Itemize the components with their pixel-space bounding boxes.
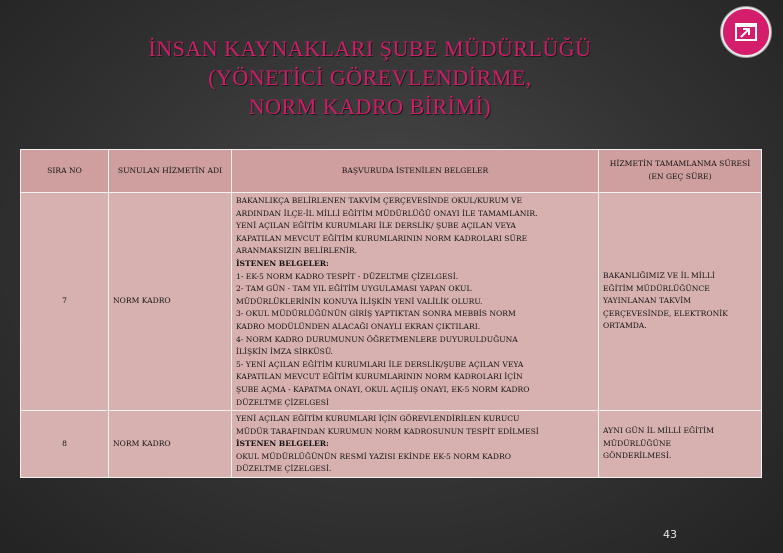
required-documents <box>232 411 598 477</box>
document-line: İSTENEN BELGELER: <box>236 258 329 268</box>
slide-title-line: (YÖNETİCİ GÖREVLENDİRME, <box>208 65 532 90</box>
duration-line: AYNI GÜN İL MİLLİ EĞİTİM <box>603 426 714 436</box>
document-line: YENİ AÇILAN EĞİTİM KURUMLARI İLE DERSLİK/ ŞUBE AÇILAN VEYA <box>236 221 516 231</box>
service-name <box>109 411 231 477</box>
row-number-text: 7 <box>62 296 67 306</box>
document-line: KADRO MODÜLÜNDEN ALACAĞI ONAYLI EKRAN ÇIKTILARI. <box>236 321 481 331</box>
completion-time <box>599 411 761 477</box>
document-line: MÜDÜRLÜKLERİNİN KONUYA İLİŞKİN YENİ VALİLİK OLURU. <box>236 296 483 306</box>
duration-line: BAKANLIĞIMIZ VE İL MİLLİ <box>603 271 715 281</box>
document-line: 5- YENİ AÇILAN EĞİTİM KURUMLARI İLE DERSLİK/ŞUBE AÇILAN VEYA <box>236 359 524 369</box>
document-line: DÜZELTME ÇİZELGESİ <box>236 397 330 407</box>
table-header-row <box>21 150 761 192</box>
document-line: ARDINDAN İLÇE-İL MİLLİ EĞİTİM MÜDÜRLÜĞÜ ONAYI İLE TAMAMLANIR. <box>236 208 538 218</box>
document-line: KAPATILAN MEVCUT EĞİTİM KURUMLARININ NORM KADROLARI SÜRE <box>236 233 528 243</box>
duration-line: YAYINLANAN TAKVİM <box>603 296 692 306</box>
slide-title-line: NORM KADRO BİRİMİ) <box>248 94 492 119</box>
service-name <box>109 193 231 410</box>
table-row <box>21 411 761 477</box>
duration-line: GÖNDERİLMESİ. <box>603 451 672 461</box>
duration-line: EĞİTİM MÜDÜRLÜĞÜNCE <box>603 283 710 293</box>
document-line: MÜDÜR TARAFINDAN KURUMUN NORM KADROSUNUN TESPİT EDİLMESİ <box>236 426 539 436</box>
row-number <box>21 193 108 410</box>
document-line: 4- NORM KADRO DURUMUNUN ÖĞRETMENLERE DUYURULDUĞUNA <box>236 334 518 344</box>
document-line: 3- OKUL MÜDÜRLÜĞÜNÜN GİRİŞ YAPTIKTAN SONRA MEBBİS NORM <box>236 309 516 319</box>
document-line: ARANMAKSIZIN BELİRLENİR. <box>236 246 358 256</box>
service-name-text: NORM KADRO <box>113 296 171 306</box>
row-number-text: 8 <box>62 438 67 448</box>
presentation-exit-button[interactable] <box>721 7 771 57</box>
document-line: KAPATILAN MEVCUT EĞİTİM KURUMLARININ NORM KADROLARI İÇİN <box>236 372 523 382</box>
header-completion-time: HİZMETİN TAMAMLANMA SÜRESİ (EN GEÇ SÜRE) <box>599 150 761 192</box>
document-line: OKUL MÜDÜRLÜĞÜNÜN RESMİ YAZISI EKİNDE EK-5 NORM KADRO <box>236 451 511 461</box>
header-sira-no: SIRA NO <box>21 150 108 192</box>
service-name-text: NORM KADRO <box>113 438 171 448</box>
duration-line: ÇERÇEVESİNDE, ELEKTRONİK <box>603 308 728 318</box>
document-line: 1- EK-5 NORM KADRO TESPİT - DÜZELTME ÇİZELGESİ. <box>236 271 459 281</box>
slide-title-line: İNSAN KAYNAKLARI ŞUBE MÜDÜRLÜĞÜ <box>148 36 592 61</box>
slide-title <box>110 34 630 121</box>
page-number: 43 <box>663 528 677 541</box>
presentation-exit-icon <box>733 19 759 45</box>
duration-line: ORTAMDA. <box>603 321 647 331</box>
document-line: İSTENEN BELGELER: <box>236 439 329 449</box>
services-table <box>20 149 762 478</box>
header-required-documents: BAŞVURUDA İSTENİLEN BELGELER <box>232 150 598 192</box>
document-line: BAKANLIKÇA BELİRLENEN TAKVİM ÇERÇEVESİNDE OKUL/KURUM VE <box>236 196 523 205</box>
document-line: DÜZELTME ÇİZELGESİ. <box>236 464 332 474</box>
header-service-name: SUNULAN HİZMETİN ADI <box>109 150 231 192</box>
completion-time <box>599 193 761 410</box>
document-line: İLİŞKİN İMZA SİRKÜSÜ. <box>236 347 333 357</box>
document-line: 2- TAM GÜN - TAM YIL EĞİTİM UYGULAMASI YAPAN OKUL <box>236 284 472 294</box>
required-documents <box>232 193 598 410</box>
table-row <box>21 193 761 410</box>
document-line: ŞUBE AÇMA - KAPATMA ONAYI, OKUL AÇILIŞ ONAYI, EK-5 NORM KADRO <box>236 384 530 394</box>
duration-line: MÜDÜRLÜĞÜNE <box>603 438 672 448</box>
document-line: YENİ AÇILAN EĞİTİM KURUMLARI İÇİN GÖREVLENDİRİLEN KURUCU <box>236 414 520 424</box>
row-number <box>21 411 108 477</box>
